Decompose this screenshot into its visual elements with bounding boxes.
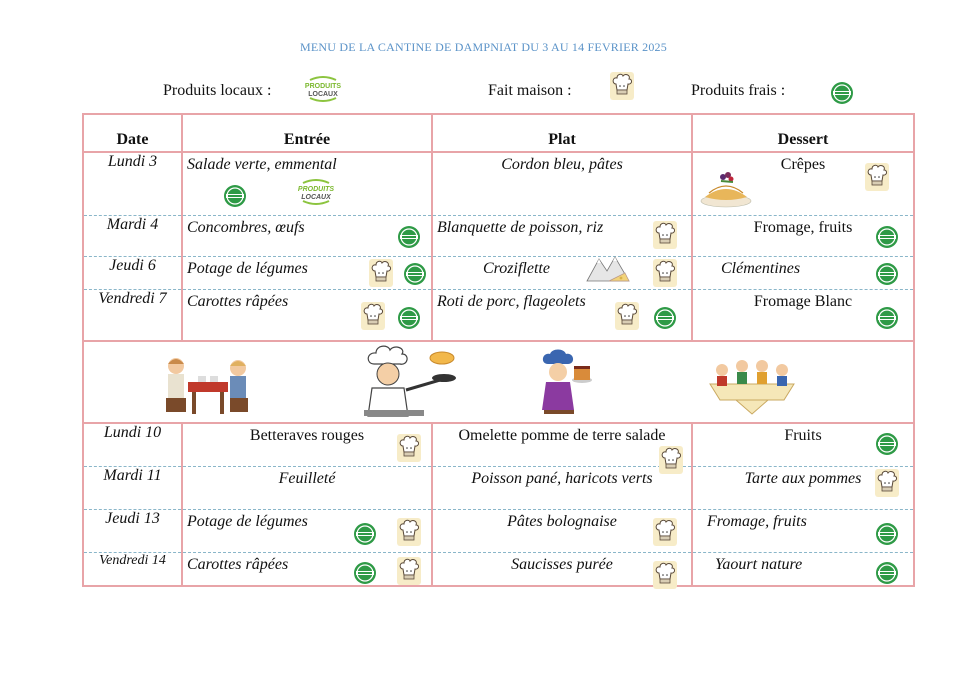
dessert-cell: Yaourt nature <box>692 552 914 586</box>
table-row <box>83 215 914 256</box>
plat-cell: Blanquette de poisson, riz <box>432 215 692 256</box>
entree-cell: Carottes râpées <box>182 552 432 586</box>
illustration-row <box>83 341 914 423</box>
entree-cell: Potage de légumes <box>182 256 432 289</box>
plat-cell: Poisson pané, haricots verts <box>432 466 692 509</box>
dessert-cell: Tarte aux pommes <box>692 466 914 509</box>
fait-maison-icon <box>397 557 421 585</box>
entree-cell: Salade verte, emmental PRODUITS LOCAUX <box>182 152 432 215</box>
fait-maison-icon <box>615 302 639 330</box>
produit-frais-icon <box>653 306 677 330</box>
day-cell: Jeudi 6 <box>83 256 182 289</box>
produits-locaux-icon <box>297 177 335 207</box>
menu-table <box>82 113 915 587</box>
entree-cell: Betteraves rouges <box>182 423 432 466</box>
produit-frais-icon <box>223 184 247 208</box>
plat-cell: Cordon bleu, pâtes <box>432 152 692 215</box>
legend-maison-label: Fait maison : <box>488 82 572 99</box>
fait-maison-icon <box>610 72 634 100</box>
family-meal-illustration <box>706 354 798 421</box>
entree-cell: Carottes râpées <box>182 289 432 341</box>
fait-maison-icon <box>369 259 393 287</box>
produit-frais-icon <box>397 306 421 330</box>
children-eating-illustration <box>158 352 254 423</box>
table-row <box>83 256 914 289</box>
produit-frais-icon <box>875 432 899 456</box>
cheese-mountain-icon <box>585 251 631 294</box>
produit-frais-icon <box>397 225 421 249</box>
girl-cook-illustration <box>536 350 600 425</box>
page-title: MENU DE LA CANTINE DE DAMPNIAT DU 3 AU 14 FEVRIER 2025 <box>300 40 667 54</box>
table-row <box>83 552 914 586</box>
header-date: Date <box>83 114 182 152</box>
produit-frais-icon <box>403 262 427 286</box>
day-cell: Vendredi 14 <box>83 552 182 586</box>
fait-maison-icon <box>653 221 677 249</box>
fait-maison-icon <box>397 518 421 546</box>
table-row <box>83 466 914 509</box>
day-cell: Lundi 3 <box>83 152 182 215</box>
produit-frais-icon <box>875 522 899 546</box>
produit-frais-icon <box>353 522 377 546</box>
dessert-cell: Fromage Blanc <box>692 289 914 341</box>
fait-maison-icon <box>653 518 677 546</box>
legend-local-label: Produits locaux : <box>163 82 272 99</box>
day-cell: Mardi 11 <box>83 466 182 509</box>
fait-maison-icon <box>865 163 889 191</box>
entree-cell: Feuilleté <box>182 466 432 509</box>
dessert-cell: Clémentines <box>692 256 914 289</box>
header-entree: Entrée <box>182 114 432 152</box>
fait-maison-icon <box>653 259 677 287</box>
day-cell: Vendredi 7 <box>83 289 182 341</box>
plat-cell: Omelette pomme de terre salade <box>432 423 692 466</box>
dessert-cell: Fromage, fruits <box>692 509 914 552</box>
produit-frais-icon <box>875 225 899 249</box>
table-row <box>83 509 914 552</box>
header-dessert: Dessert <box>692 114 914 152</box>
day-cell: Mardi 4 <box>83 215 182 256</box>
table-row <box>83 423 914 466</box>
plat-cell: Roti de porc, flageolets <box>432 289 692 341</box>
dessert-cell: Crêpes <box>692 152 914 215</box>
produit-frais-icon <box>830 81 854 105</box>
day-cell: Jeudi 13 <box>83 509 182 552</box>
svg-text:PRODUITS: PRODUITS <box>297 186 335 193</box>
produit-frais-icon <box>875 561 899 585</box>
table-row <box>83 289 914 341</box>
produit-frais-icon <box>353 561 377 585</box>
produit-frais-icon <box>875 306 899 330</box>
table-row <box>83 152 914 215</box>
produit-frais-icon <box>875 262 899 286</box>
svg-text:LOCAUX: LOCAUX <box>308 91 338 98</box>
entree-cell: Concombres, œufs <box>182 215 432 256</box>
fait-maison-icon <box>397 434 421 462</box>
header-plat: Plat <box>432 114 692 152</box>
dessert-cell: Fromage, fruits <box>692 215 914 256</box>
chef-illustration <box>360 344 460 425</box>
dessert-cell: Fruits <box>692 423 914 466</box>
svg-text:LOCAUX: LOCAUX <box>301 194 331 201</box>
svg-text:PRODUITS: PRODUITS <box>304 83 342 90</box>
fait-maison-icon <box>875 469 899 497</box>
plat-cell: Saucisses purée <box>432 552 692 586</box>
plat-cell: Pâtes bolognaise <box>432 509 692 552</box>
entree-cell: Potage de légumes <box>182 509 432 552</box>
plat-cell: Croziflette <box>432 256 692 289</box>
fait-maison-icon <box>361 302 385 330</box>
crepes-icon <box>699 163 753 216</box>
fait-maison-icon <box>653 561 677 589</box>
day-cell: Lundi 10 <box>83 423 182 466</box>
produits-locaux-icon <box>304 74 342 104</box>
legend-frais-label: Produits frais : <box>691 82 786 99</box>
